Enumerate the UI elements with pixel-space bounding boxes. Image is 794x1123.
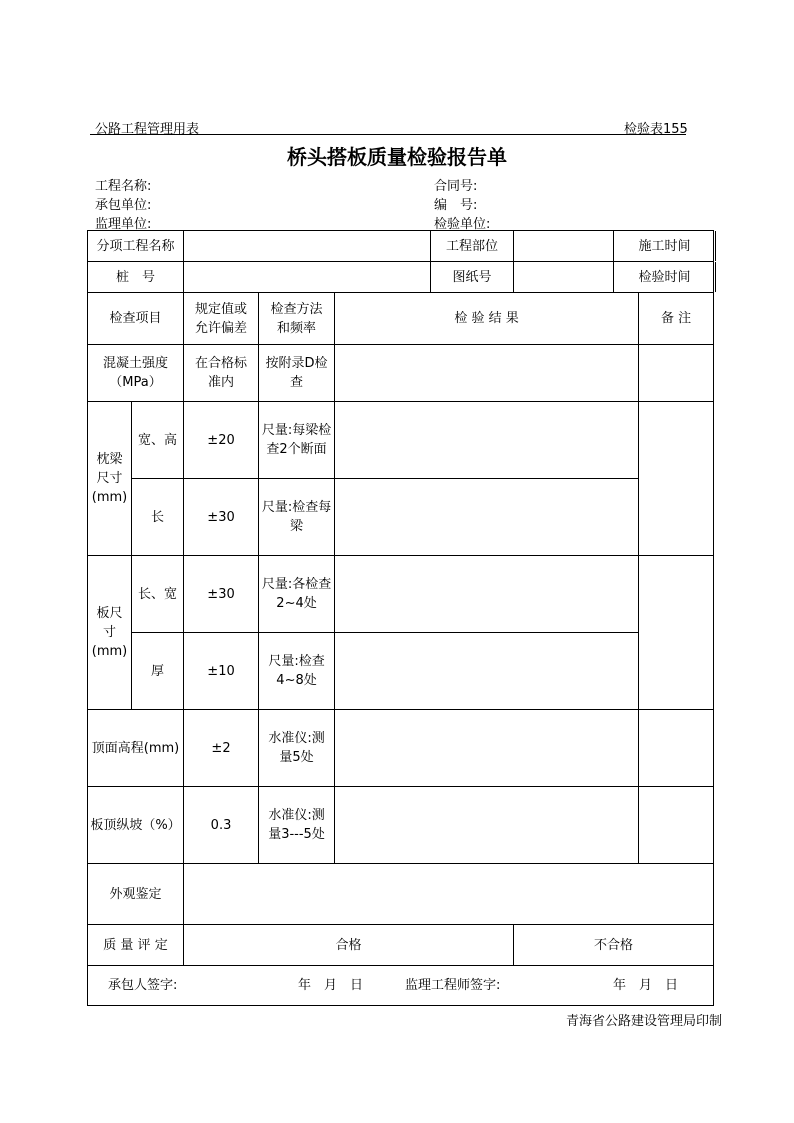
work-part-label: 工程部位 bbox=[431, 231, 514, 262]
form-number: 检验表155 bbox=[624, 122, 688, 137]
slope-label: 板顶纵坡（%） bbox=[88, 787, 184, 864]
sub-project-label: 分项工程名称 bbox=[88, 231, 184, 262]
pillow-length-result[interactable] bbox=[335, 479, 639, 556]
pillow-width-height-tolerance: ±20 bbox=[184, 402, 259, 479]
engineer-date: 年 月 日 bbox=[613, 978, 679, 993]
pillow-length-label: 长 bbox=[132, 479, 184, 556]
slab-remark[interactable] bbox=[639, 556, 714, 710]
row-concrete-tolerance: 在合格标 准内 bbox=[184, 345, 259, 402]
construction-time-label: 施工时间 bbox=[638, 238, 691, 254]
header-left: 公路工程管理用表 bbox=[95, 122, 200, 137]
header-rule bbox=[90, 134, 686, 135]
inspection-table bbox=[87, 230, 714, 1006]
col-header-tolerance: 规定值或 允许偏差 bbox=[184, 293, 259, 345]
slab-thickness-tolerance: ±10 bbox=[184, 633, 259, 710]
slab-thickness-label: 厚 bbox=[132, 633, 184, 710]
page-title: 桥头搭板质量检验报告单 bbox=[287, 145, 507, 169]
drawing-no-label: 图纸号 bbox=[431, 262, 514, 293]
appearance-value[interactable] bbox=[184, 864, 714, 925]
col-header-method: 检查方法 和频率 bbox=[259, 293, 335, 345]
engineer-signature-label: 监理工程师签字: bbox=[405, 978, 501, 993]
project-name-label: 工程名称: bbox=[95, 179, 152, 194]
pillow-length-method: 尺量:检查每 梁 bbox=[259, 479, 335, 556]
slope-tolerance: 0.3 bbox=[184, 787, 259, 864]
pillow-length-tolerance: ±30 bbox=[184, 479, 259, 556]
number-label: 编 号: bbox=[434, 198, 478, 213]
contractor-label: 承包单位: bbox=[95, 198, 152, 213]
pillow-remark[interactable] bbox=[639, 402, 714, 556]
quality-rating-label: 质 量 评 定 bbox=[88, 925, 184, 966]
contractor-date: 年 月 日 bbox=[298, 978, 364, 993]
contract-no-label: 合同号: bbox=[434, 179, 478, 194]
top-elevation-method: 水准仪:测 量5处 bbox=[259, 710, 335, 787]
slab-length-width-method: 尺量:各检查 2~4处 bbox=[259, 556, 335, 633]
drawing-no-value[interactable] bbox=[514, 262, 614, 293]
row-concrete-method: 按附录D检 查 bbox=[259, 345, 335, 402]
inspection-time-label: 检验时间 bbox=[638, 269, 691, 285]
row-concrete-remark[interactable] bbox=[639, 345, 714, 402]
slab-length-width-result[interactable] bbox=[335, 556, 639, 633]
station-value[interactable] bbox=[184, 262, 431, 293]
slab-length-width-label: 长、宽 bbox=[132, 556, 184, 633]
row-concrete-result[interactable] bbox=[335, 345, 639, 402]
top-elevation-label: 顶面高程(mm) bbox=[88, 710, 184, 787]
col-header-result: 检 验 结 果 bbox=[335, 293, 639, 345]
slab-thickness-method: 尺量:检查 4~8处 bbox=[259, 633, 335, 710]
quality-fail[interactable]: 不合格 bbox=[514, 925, 714, 966]
inspection-unit-label: 检验单位: bbox=[434, 217, 491, 232]
pillow-width-height-result[interactable] bbox=[335, 402, 639, 479]
appearance-label: 外观鉴定 bbox=[88, 864, 184, 925]
top-elevation-remark[interactable] bbox=[639, 710, 714, 787]
work-part-value[interactable] bbox=[514, 231, 614, 262]
signature-row bbox=[88, 966, 714, 1006]
col-header-item: 检查项目 bbox=[88, 293, 184, 345]
slab-group-label: 板尺 寸 (mm) bbox=[88, 556, 132, 710]
slope-result[interactable] bbox=[335, 787, 639, 864]
top-elevation-tolerance: ±2 bbox=[184, 710, 259, 787]
supervisor-label: 监理单位: bbox=[95, 217, 152, 232]
row-concrete-label: 混凝土强度 （MPa） bbox=[88, 345, 184, 402]
slab-length-width-tolerance: ±30 bbox=[184, 556, 259, 633]
pillow-width-height-label: 宽、高 bbox=[132, 402, 184, 479]
col-header-remark: 备 注 bbox=[639, 293, 714, 345]
footer-printer: 青海省公路建设管理局印制 bbox=[566, 1014, 723, 1029]
pillow-beam-group-label: 枕梁 尺寸 (mm) bbox=[88, 402, 132, 556]
contractor-signature-label: 承包人签字: bbox=[108, 978, 178, 993]
slab-thickness-result[interactable] bbox=[335, 633, 639, 710]
quality-pass[interactable]: 合格 bbox=[184, 925, 514, 966]
slope-method: 水准仪:测 量3---5处 bbox=[259, 787, 335, 864]
pillow-width-height-method: 尺量:每梁检 查2个断面 bbox=[259, 402, 335, 479]
top-elevation-result[interactable] bbox=[335, 710, 639, 787]
station-label: 桩 号 bbox=[88, 262, 184, 293]
sub-project-value[interactable] bbox=[184, 231, 431, 262]
slope-remark[interactable] bbox=[639, 787, 714, 864]
